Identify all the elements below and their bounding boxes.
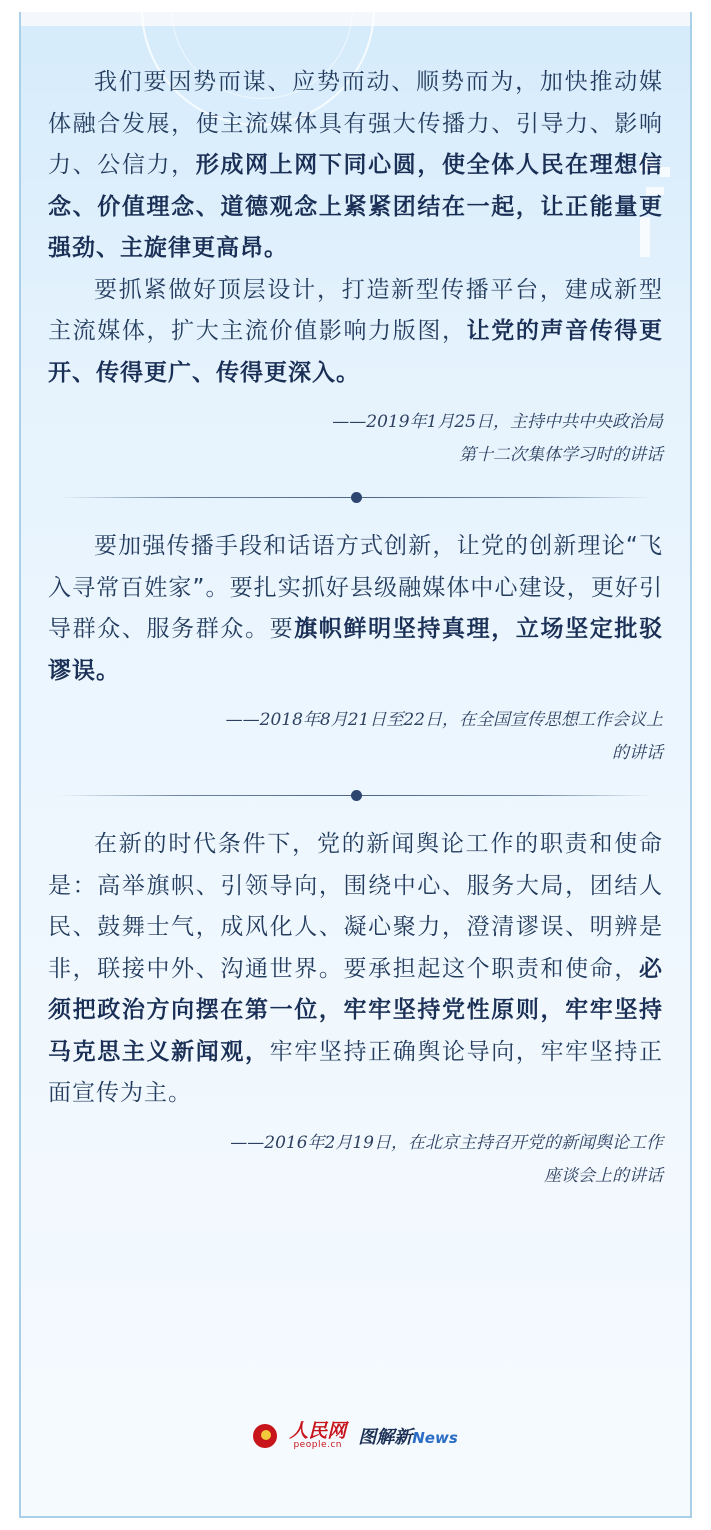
body-text: 要加强传播手段和话语方式创新，让党的创新理论“飞入寻常百姓家”。要扎实抓好县级融媒体中心建设，更好引导群众、服务群众。要 <box>48 533 663 642</box>
divider-dot <box>351 790 362 801</box>
body-text: 在新的时代条件下，党的新闻舆论工作的职责和使命是：高举旗帜、引领导向，围绕中心、服务大局，团结人民、鼓舞士气，成风化人、凝心聚力，澄清谬误、明辨是非，联接中外、沟通世界。要承担起这个职责和使命， <box>48 831 663 982</box>
quote-source <box>48 406 663 472</box>
source-line: 的讲话 <box>612 743 663 763</box>
news-logo-cn: 图解新 <box>358 1427 413 1448</box>
quote-section <box>48 526 663 770</box>
quote-source <box>48 704 663 770</box>
quote-content <box>48 62 663 1193</box>
quote-paragraph <box>48 270 663 395</box>
footer-logos <box>0 1422 711 1458</box>
source-line: 座谈会上的讲话 <box>544 1165 663 1186</box>
emphasis-text: 形成网上网下同心圆，使全体人民在理想信念、价值理念、道德观念上紧紧团结在一起，让正能量更强劲、主旋律更高昂。 <box>48 152 663 261</box>
quote-paragraph <box>48 526 663 692</box>
quote-paragraph <box>48 824 663 1115</box>
people-logo-url: people.cn <box>293 1440 342 1450</box>
tujie-news-logo <box>358 1423 458 1449</box>
source-line: ——2019年1月25日，主持中共中央政治局 <box>332 412 663 432</box>
quote-section <box>48 824 663 1193</box>
source-line: ——2016年2月19日，在北京主持召开党的新闻舆论工作 <box>230 1132 663 1153</box>
people-logo <box>289 1422 346 1450</box>
body-text: 要抓紧做好顶层设计，打造新型传播平台，建成新型主流媒体，扩大主流价值影响力版图， <box>48 276 663 344</box>
section-divider <box>58 790 653 802</box>
emphasis-text: 旗帜鲜明坚持真理，立场坚定批驳谬误。 <box>48 616 663 684</box>
people-logo-text: 人民网 <box>289 1420 347 1442</box>
divider-dot <box>351 492 362 503</box>
source-line: ——2018年8月21日至22日，在全国宣传思想工作会议上 <box>225 710 663 730</box>
body-text: 牢牢坚持正确舆论导向，牢牢坚持正面宣传为主。 <box>48 1038 663 1106</box>
quote-source <box>48 1127 663 1193</box>
people-logo-icon <box>253 1424 277 1448</box>
section-divider <box>58 492 653 504</box>
news-logo-en: News <box>412 1429 458 1447</box>
emphasis-text: 让党的声音传得更开、传得更广、传得更深入。 <box>48 318 663 386</box>
body-text: 我们要因势而谋、应势而动、顺势而为，加快推动媒体融合发展，使主流媒体具有强大传播力、引导力、影响力、公信力， <box>48 69 663 178</box>
quote-section <box>48 62 663 472</box>
quote-paragraph <box>48 62 663 270</box>
emphasis-text: 必须把政治方向摆在第一位，牢牢坚持党性原则，牢牢坚持马克思主义新闻观， <box>48 955 663 1065</box>
source-line: 第十二次集体学习时的讲话 <box>459 445 663 465</box>
